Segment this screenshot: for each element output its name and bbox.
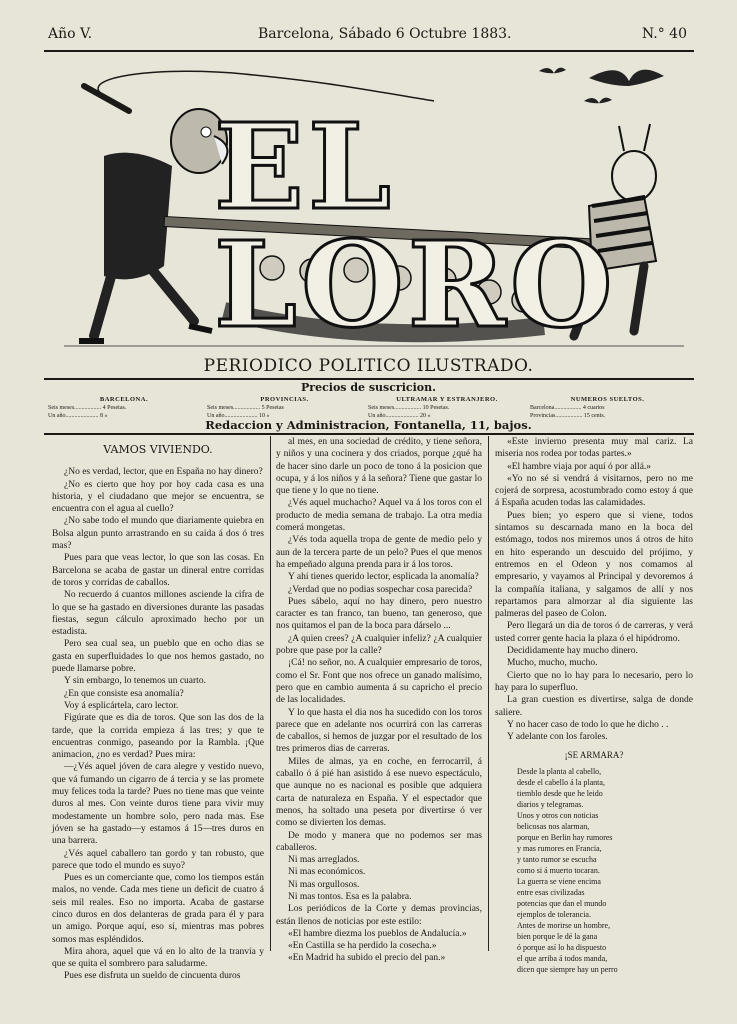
- article-paragraph: La gran cuestion es divertirse, salga de donde saliere.: [495, 695, 693, 718]
- column-rule-2: [488, 436, 489, 951]
- article-paragraph: ¿A quien crees? ¿A cualquier infeliz? ¿A cualquier pobre que pase por la calle?: [276, 633, 482, 657]
- article-paragraph: Y lo que hasta el dia nos ha sucedido con los toros parece que en adelante nos ocurrirá con las carreras de caballos, si hemos de juzgar por el resultado de los tres primeros dias de carreras.: [276, 707, 482, 755]
- poem-line: Antes de morirse un hombre,: [517, 920, 611, 930]
- article-paragraph: Y ahí tienes querido lector, esplicada la anomalía?: [288, 572, 479, 583]
- poem-line: belicosas nos alarman,: [517, 821, 590, 831]
- poem-line: ó porque así lo ha dispuesto: [517, 942, 607, 952]
- article-paragraph: ¡Cá! no señor, no. A cualquier empresario de toros, como el Sr. Font que nos ofrece un ganado malísimo, pero que en cambio aumenta á su capricho el precio de las localidades.: [276, 658, 482, 706]
- article-column-1: [52, 436, 264, 983]
- price-group-barcelona: BARCELONA. Seis meses.................. 4 Pesetas. Un año...................... 8 »: [48, 396, 149, 419]
- poem-line: como si á muerto tocaran.: [517, 865, 600, 875]
- article-paragraph: ¿Verdad que no podias sospechar cosa parecida?: [288, 584, 473, 595]
- poem-line: y mas rumores en Francia,: [517, 843, 602, 853]
- poem-line: ejemplos de tolerancia.: [517, 909, 591, 919]
- article-paragraph: Decididamente hay mucho dinero.: [507, 646, 638, 657]
- poem-line: bien porque le dé la gana: [517, 931, 598, 941]
- poem-line: y tanto rumor se escucha: [517, 854, 597, 864]
- price-group-provincias: PROVINCIAS. Seis meses.................. 5 Pesetas Un año...................... 10 »: [207, 396, 309, 419]
- issue-number: N.° 40: [641, 26, 687, 42]
- article-paragraph: ¿Vés aquel muchacho? Aquel va á los toros con el producto de media semana de trabajo. La otra media comerá mongetas.: [276, 498, 482, 534]
- article-paragraph: ¿En que consiste esa anomalía?: [64, 688, 184, 699]
- article-paragraph: Pero llegará un dia de toros ó de carreras, y verá usted correr gente hacia la plaza ó el hipódromo.: [495, 621, 693, 644]
- top-rule: [44, 50, 694, 52]
- address-rule: [44, 433, 694, 435]
- masthead-illustration: [44, 56, 694, 361]
- article-paragraph: De modo y manera que no podemos ser mas caballeros.: [276, 830, 482, 853]
- article-paragraph: Pues sábelo, aquí no hay dinero, pero nuestro caracter es tan franco, tan bueno, tan generoso, que nos quitamos el pan de la boca para dárselo ...: [276, 596, 482, 632]
- article-paragraph: Ni mas orgullosos.: [288, 879, 360, 890]
- article-paragraph: ¿Vés aquel caballero tan gordo y tan robusto, que parece que todo el mundo es suyo?: [52, 848, 264, 871]
- article-paragraph: ¿No sabe todo el mundo que diariamente quiebra en Bolsa algun punto arrastrando en su caida á dos ó tres mas?: [52, 516, 264, 552]
- article-column-3: [495, 436, 693, 975]
- dateline: Barcelona, Sábado 6 Octubre 1883.: [258, 26, 512, 42]
- article-paragraph: Y adelante con los faroles.: [507, 732, 608, 743]
- article-paragraph: Y no hacer caso de todo lo que he dicho . .: [507, 719, 669, 730]
- subscription-title: Precios de suscricion.: [301, 381, 436, 394]
- poem-line: desde el cabello á la planta,: [517, 777, 605, 787]
- article-paragraph: Ni mas arreglados.: [288, 855, 360, 866]
- article-paragraph: —¿Vés aquel jóven de cara alegre y vestido nuevo, que vá fumando un cigarro de á tercia y se las promete muy felices toda la tarde? Pues no tiene mas que veinte duros al mes. Con veinte duros tiene para vivir muy modestamente un hombre solo, pero nada mas. Ese jóven se ha gastado—y estamos á 15—tres duros en una barrera.: [52, 762, 264, 847]
- year-label: Año V.: [48, 26, 93, 42]
- article-paragraph: Pues es un comerciante que, como los tiempos están malos, no vende. Cada mes tiene un deficit de cuatro á seis mil reales. Eso no importa. Acaba de gastarse cinco duros en dos delanteras de grada para él y para un amigo. Porque aquí, eso sí, mientras mas pobres somos mas espléndidos.: [52, 873, 264, 945]
- masthead-subtitle: PERIODICO POLITICO ILUSTRADO.: [203, 356, 534, 376]
- article-paragraph: Pues ese disfruta un sueldo de cincuenta duros: [64, 971, 241, 982]
- poem: [517, 766, 693, 975]
- address-line: Redaccion y Administracion, Fontanella, 11, bajos.: [205, 418, 532, 432]
- article-paragraph: Ni mas tontos. Esa es la palabra.: [288, 891, 412, 902]
- poem-line: porque en Berlin hay rumores: [517, 832, 613, 842]
- top-line: [48, 22, 687, 48]
- article-paragraph: ¿Vés toda aquella tropa de gente de medio pelo y aun de la tercera parte de un pelo? Pues el que menos ha empeñado alguna prenda para ir á los toros.: [276, 535, 482, 570]
- poem-line: diarios y telegramas.: [517, 799, 584, 809]
- column-rule-1: [270, 436, 271, 951]
- article-paragraph: «El hambre diezma los pueblos de Andalucía.»: [288, 928, 467, 939]
- price-group-sueltos: NUMEROS SUELTOS. Barcelona.................. 4 cuartos Provincias.................. 15 cents.: [530, 396, 645, 419]
- article-paragraph: «En Castilla se ha perdido la cosecha.»: [288, 941, 437, 952]
- article-paragraph: «En Madrid ha subido el precio del pan.»: [288, 953, 446, 964]
- poem-title: ¡SE ARMARA?: [564, 750, 624, 761]
- poem-line: dicen que siempre hay un perro: [517, 964, 618, 974]
- article-paragraph: Cierto que no lo hay para lo necesario, pero lo hay para lo superfluo.: [495, 670, 693, 693]
- article-paragraph: Figúrate que es dia de toros. Que son las dos de la tarde, que la corrida empieza á las tres; y que te encuentras conmigo, paseando por la Rambla. ¡Que animacion, ¿no es verdad? Pues mira:: [52, 713, 264, 761]
- article-paragraph: No recuerdo á cuantos millones asciende la cifra de lo que se ha gastado en diversiones durante las pasadas fiestas, segun cálculo aproximado hecho por un estadista.: [52, 590, 264, 638]
- article-paragraph: Mira ahora, aquel que vá en lo alto de la tranvía y que se quita el sombrero para saludarme.: [52, 946, 264, 970]
- article-paragraph: ¿No es cierto que hoy por hoy cada casa es una historia, y el ciudadano que mejor se encuentra, se encuentra con el agua al cuello?: [52, 479, 264, 515]
- article-heading: VAMOS VIVIENDO.: [103, 443, 213, 456]
- article-paragraph: «Este invierno presenta muy mal cariz. La miseria nos rodea por todas partes.»: [495, 437, 693, 460]
- article-paragraph: «Yo no sé si vendrá á visitarnos, pero no me cojerá de sorpresa, acostumbrado como estoy á que á España acuden todas las calamidades.: [495, 473, 693, 509]
- article-paragraph: ¿No es verdad, lector, que en España no hay dinero?: [64, 467, 263, 478]
- article-paragraph: Los periódicos de la Corte y demas provincias, están llenos de noticias por este estilo:: [276, 904, 482, 927]
- article-paragraph: Pues para que veas lector, lo que son las cosas. En Barcelona se acaba de gastar un dineral entre corridas de toros y corridas de caballos.: [52, 553, 264, 588]
- article-paragraph: Pues bien; yo espero que si viene, todos sintamos su descarnada mano en la boca del estómago, todos nos miremos unos á otros de hito en hito esperando un descuido del prójimo, y entremos en el Odeon y nos comamos al empresario, y vayamos al Principal y devoremos á la compañía italiana, y salgamos de allí y nos repartamos para almorzar al dia siguiente las palmeras del paseo de Colon.: [495, 510, 693, 620]
- article-paragraph: Pero sea cual sea, un pueblo que en ocho dias se gasta en superfluidades lo que nos hemos gastado, no puede llamarse pobre.: [52, 639, 264, 675]
- article-paragraph: Mucho, mucho, mucho.: [507, 658, 598, 669]
- poem-line: potencias que dan el mundo: [517, 898, 607, 908]
- article-column-2: [276, 436, 482, 965]
- price-group-ultramar: ULTRAMAR Y ESTRANJERO. Seis meses.................. 10 Pesetas. Un año...................... 20 »: [368, 396, 498, 419]
- poem-line: Desde la planta al cabello,: [517, 766, 602, 776]
- poem-line: entre esas civilizadas: [517, 887, 585, 897]
- article-paragraph: «El hambre viaja por aquí ó por allá.»: [507, 461, 652, 472]
- poem-line: tiemblo desde que he leido: [517, 788, 603, 798]
- article-paragraph: Ni mas económicos.: [288, 867, 366, 878]
- article-paragraph: al mes, en una sociedad de crédito, y tiene señora, y niños y una cocinera y dos criados, porque ¿qué ha de hacer sino darle un poco de tono á la posicion que ocupa, y á los niños y á la señora? Tiene que gastar lo que tiene y lo que no tiene.: [276, 437, 482, 497]
- article-paragraph: Y sin embargo, lo tenemos un cuarto.: [64, 676, 206, 687]
- subtitle-rule: [44, 378, 694, 380]
- poem-line: el que arriba á todos manda,: [517, 953, 608, 963]
- poem-line: La guerra se viene encima: [517, 876, 601, 886]
- masthead-title: EL LORO: [214, 97, 617, 354]
- article-paragraph: Voy á esplicártela, caro lector.: [64, 700, 179, 711]
- poem-line: Unos y otros con noticias: [517, 810, 599, 820]
- article-paragraph: Miles de almas, ya en coche, en ferrocarril, á caballo ó á pié han asistido á ese nuevo espectáculo, que aunque no es nacional es posible que adquiera carta de naturaleza en España. Y el espectador que menos, ha soltado una peseta por divertirse ó ver como se divierten los demas.: [276, 756, 482, 829]
